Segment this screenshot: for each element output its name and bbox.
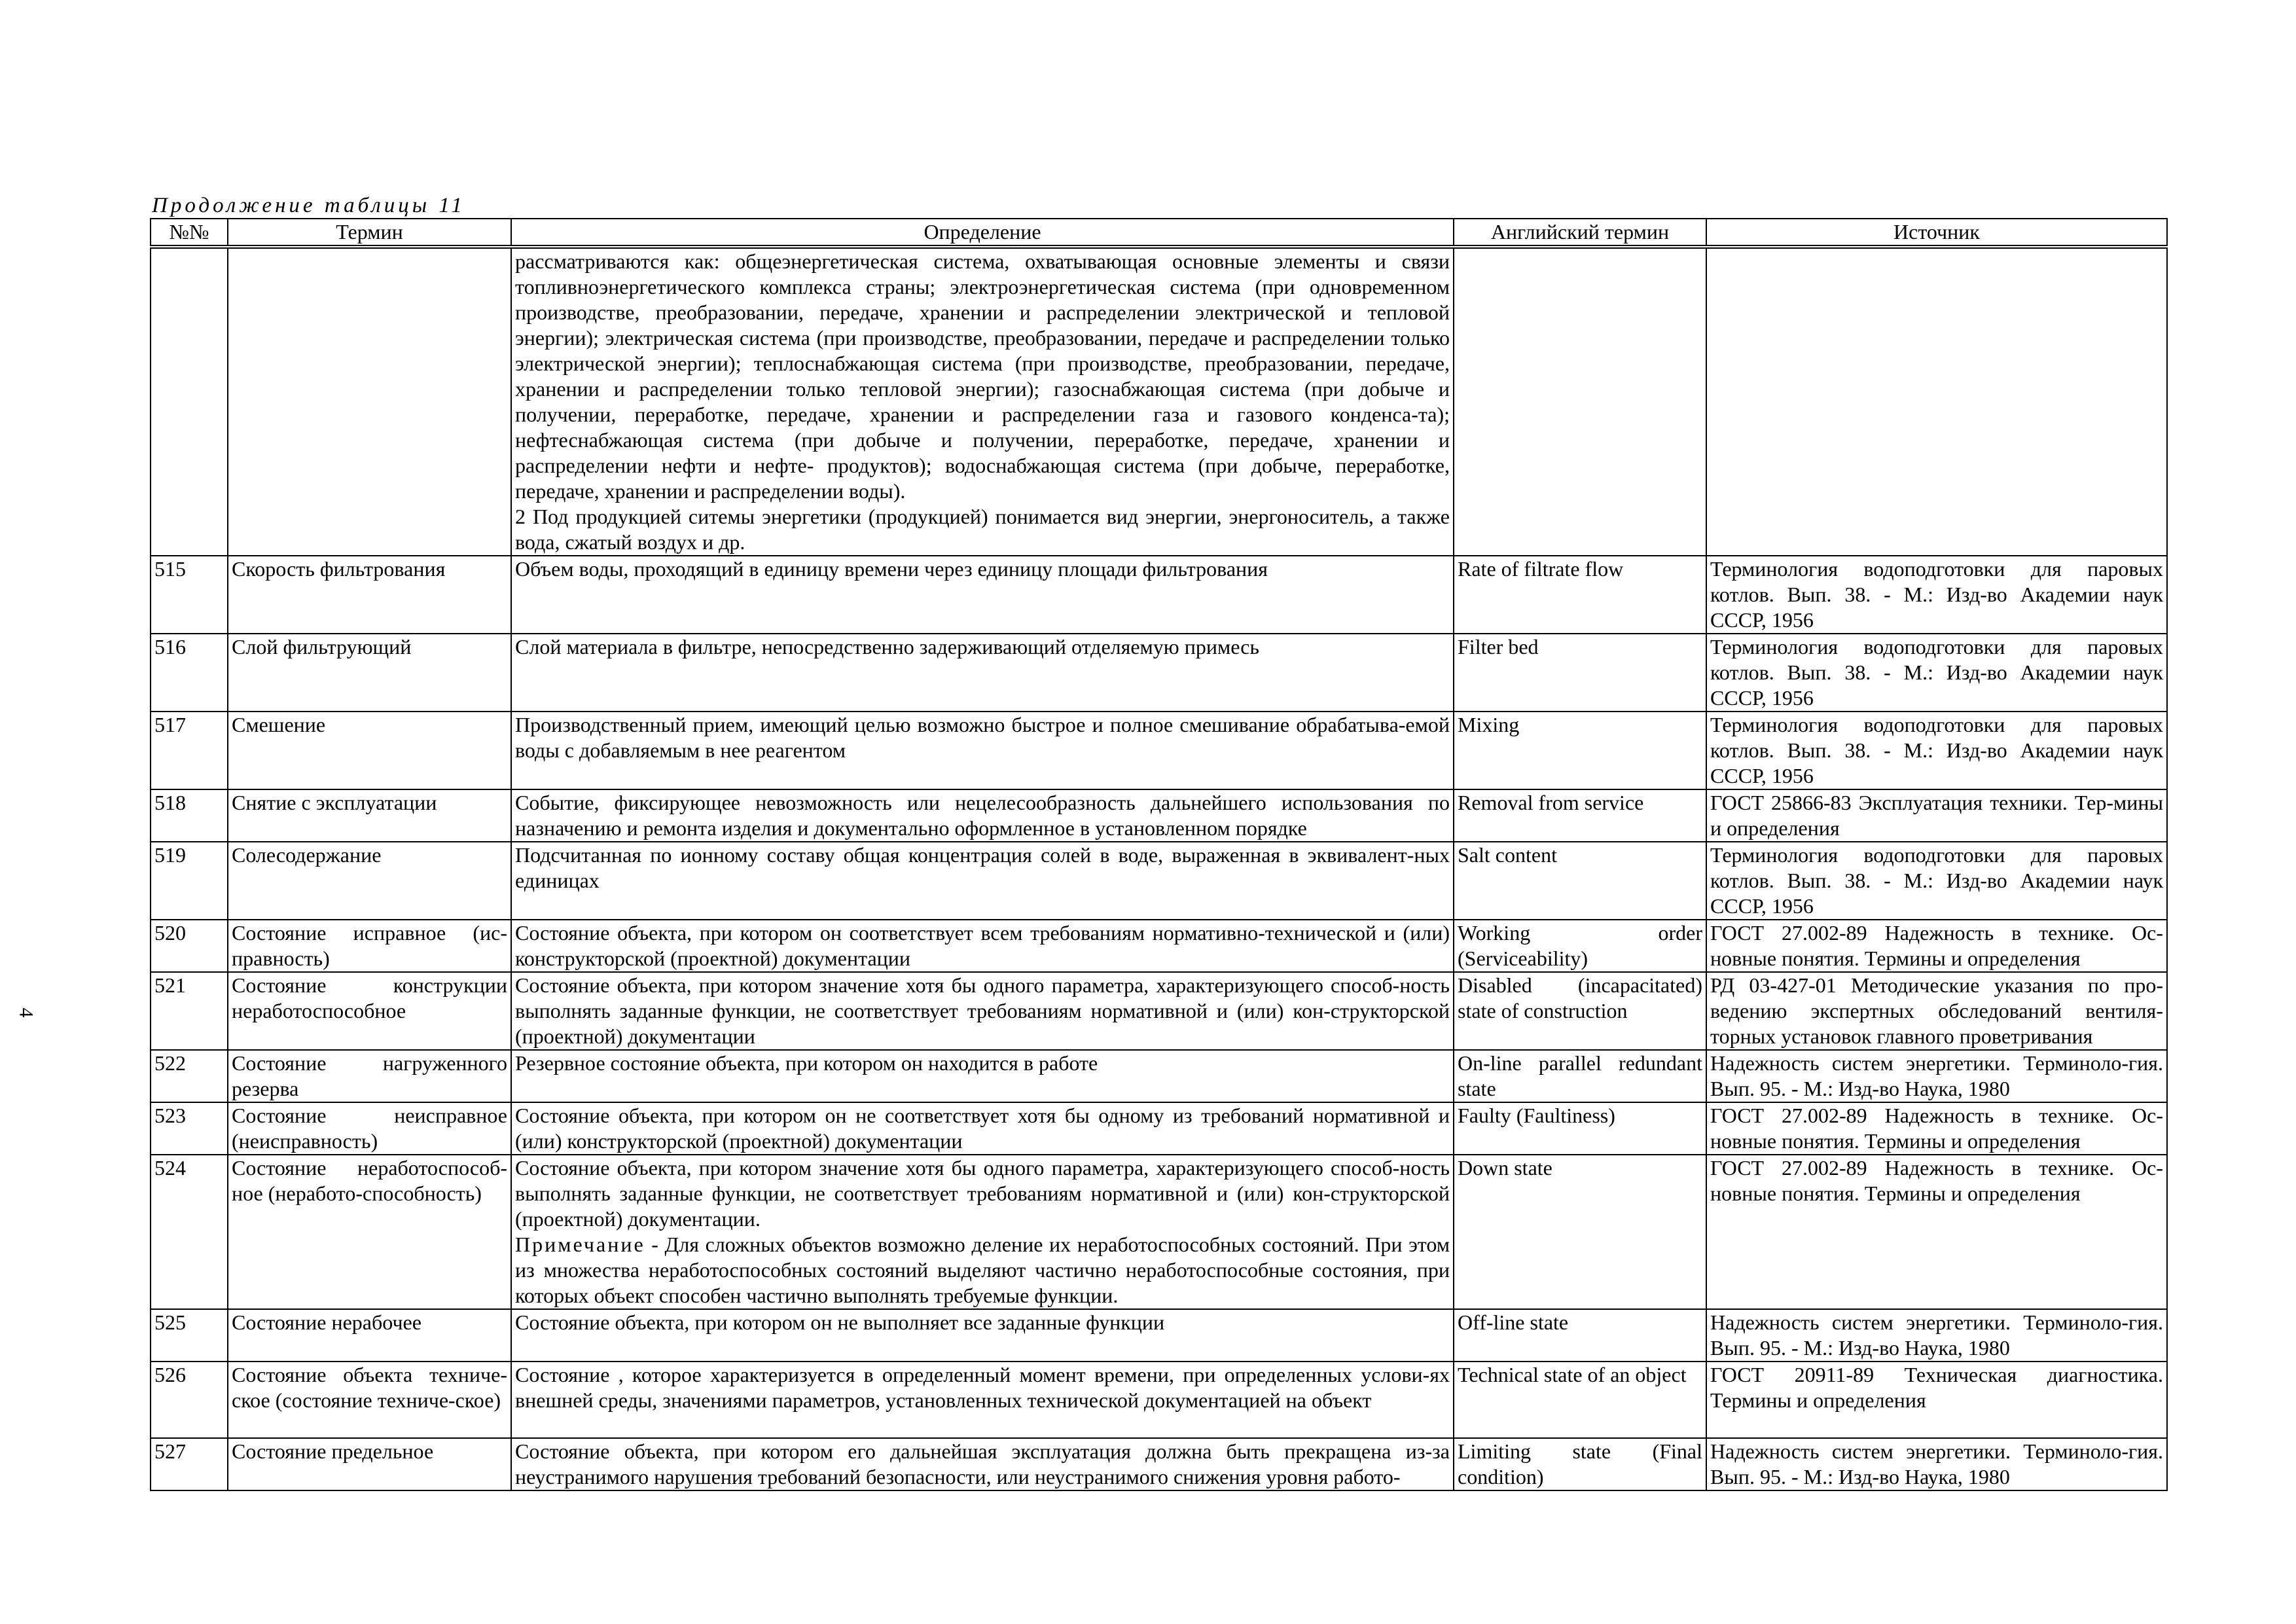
table-caption: Продолжение таблицы 11 <box>152 194 465 217</box>
row-num: 520 <box>151 920 228 972</box>
note-text: - Для сложных объектов возможно деление их неработоспособных состояний. При этом из множества неработоспособных состояний выделяют частично неработоспособные состояния, при которых объект способен частично выполнять требуемые функции. <box>515 1233 1450 1307</box>
row-term: Слой фильтрующий <box>228 634 511 712</box>
table-row <box>151 712 2167 789</box>
row-english: On-line parallel redundant state <box>1454 1050 1706 1102</box>
row-definition: Состояние объекта, при котором он не выполняет все заданные функции <box>511 1309 1454 1362</box>
header-english: Английский термин <box>1454 219 1706 247</box>
row-term: Состояние нерабочее <box>228 1309 511 1362</box>
row-source: ГОСТ 27.002-89 Надежность в технике. Ос-новные понятия. Термины и определения <box>1706 920 2167 972</box>
row-english <box>1454 247 1706 556</box>
row-term: Состояние неработоспособ-ное (неработо-способность) <box>228 1155 511 1309</box>
row-english: Removal from service <box>1454 789 1706 842</box>
row-term: Состояние предельное <box>228 1438 511 1490</box>
row-term: Смешение <box>228 712 511 789</box>
row-source: Терминология водоподготовки для паровых котлов. Вып. 38. - М.: Изд-во Академии наук СССР, 1956 <box>1706 712 2167 789</box>
row-source: РД 03-427-01 Методические указания по про-ведению экспертных обследований вентиля-торных установок главного проветривания <box>1706 972 2167 1050</box>
row-num: 515 <box>151 556 228 634</box>
table-row <box>151 1438 2167 1490</box>
row-term: Состояние неисправное (неисправность) <box>228 1102 511 1155</box>
row-english: Rate of filtrate flow <box>1454 556 1706 634</box>
table-row <box>151 972 2167 1050</box>
row-num: 517 <box>151 712 228 789</box>
row-term: Снятие с эксплуатации <box>228 789 511 842</box>
row-source: Надежность систем энергетики. Терминоло-гия. Вып. 95. - М.: Изд-во Наука, 1980 <box>1706 1309 2167 1362</box>
row-english: Down state <box>1454 1155 1706 1309</box>
row-english: Technical state of an object <box>1454 1362 1706 1438</box>
table-row <box>151 1309 2167 1362</box>
definition-paragraph: Состояние объекта, при котором значение хотя бы одного параметра, характеризующего способ-ность выполнять заданные функции, не соответствует требованиям нормативной и (или) кон-структорской (проектной) документации. <box>515 1156 1450 1231</box>
row-definition: Производственный прием, имеющий целью возможно быстрое и полное смешивание обрабатыва-емой воды с добавляемым в нее реагентом <box>511 712 1454 789</box>
row-definition: Состояние объекта, при котором он соответствует всем требованиям нормативно-технической и (или) конструкторской (проектной) документации <box>511 920 1454 972</box>
header-num: №№ <box>151 219 228 247</box>
table-row <box>151 842 2167 920</box>
row-english: Disabled (incapacitated) state of construction <box>1454 972 1706 1050</box>
row-num: 518 <box>151 789 228 842</box>
row-english: Salt content <box>1454 842 1706 920</box>
row-source: Надежность систем энергетики. Терминоло-гия. Вып. 95. - М.: Изд-во Наука, 1980 <box>1706 1438 2167 1490</box>
row-num: 519 <box>151 842 228 920</box>
table-row <box>151 1050 2167 1102</box>
definition-paragraph: 2 Под продукцией ситемы энергетики (продукцией) понимается вид энергии, энергоноситель, а также вода, сжатый воздух и др. <box>515 505 1450 554</box>
row-english: Working order (Serviceability) <box>1454 920 1706 972</box>
row-source: Терминология водоподготовки для паровых котлов. Вып. 38. - М.: Изд-во Академии наук СССР, 1956 <box>1706 556 2167 634</box>
row-term: Состояние объекта техниче-ское (состояние техниче-ское) <box>228 1362 511 1438</box>
row-num: 525 <box>151 1309 228 1362</box>
row-english: Mixing <box>1454 712 1706 789</box>
row-definition: Резервное состояние объекта, при котором он находится в работе <box>511 1050 1454 1102</box>
row-english: Limiting state (Final condition) <box>1454 1438 1706 1490</box>
row-definition: Подсчитанная по ионному составу общая концентрация солей в воде, выраженная в эквивалент-ных единицах <box>511 842 1454 920</box>
header-definition: Определение <box>511 219 1454 247</box>
row-num: 516 <box>151 634 228 712</box>
row-definition: Слой материала в фильтре, непосредственно задерживающий отделяемую примесь <box>511 634 1454 712</box>
table-row <box>151 634 2167 712</box>
row-term <box>228 247 511 556</box>
row-source: ГОСТ 27.002-89 Надежность в технике. Ос-новные понятия. Термины и определения <box>1706 1155 2167 1309</box>
row-definition <box>511 1155 1454 1309</box>
note-label: Примечание <box>515 1233 645 1256</box>
row-num: 526 <box>151 1362 228 1438</box>
row-source: ГОСТ 27.002-89 Надежность в технике. Ос-новные понятия. Термины и определения <box>1706 1102 2167 1155</box>
row-source: ГОСТ 20911-89 Техническая диагностика. Термины и определения <box>1706 1362 2167 1438</box>
row-source: ГОСТ 25866-83 Эксплуатация техники. Тер-мины и определения <box>1706 789 2167 842</box>
header-source: Источник <box>1706 219 2167 247</box>
row-definition: Состояние объекта, при котором значение хотя бы одного параметра, характеризующего способ-ность выполнять заданные функции, не соответствует требованиям нормативной и (или) кон-структорской (проектной) документации <box>511 972 1454 1050</box>
row-num: 521 <box>151 972 228 1050</box>
row-definition: Состояние , которое характеризуется в определенный момент времени, при определенных услови-ях внешней среды, значениями параметров, установленных технической документацией на объект <box>511 1362 1454 1438</box>
row-term: Состояние нагруженного резерва <box>228 1050 511 1102</box>
row-english: Off-line state <box>1454 1309 1706 1362</box>
definition-paragraph: рассматриваются как: общеэнергетическая система, охватывающая основные элементы и связи топливноэнергетического комплекса страны; электроэнергетическая система (при одновременном производстве, преобразовании, передаче, хранении и распределении электрической и тепловой энергии); электрическая система (при производстве, преобразовании, передаче и распределении только электрической энергии); теплоснабжающая система (при производстве, преобразовании, передаче, хранении и распределении только тепловой энергии); газоснабжающая система (при добыче и получении, переработке, передаче, хранении и распределении газа и газового конденса-та); нефтеснабжающая система (при добыче и получении, переработке, передаче, хранении и распределении нефти и нефте- продуктов); водоснабжающая система (при добыче, переработке, передаче, хранении и распределении воды). <box>515 249 1450 503</box>
row-definition: Состояние объекта, при котором он не соответствует хотя бы одному из требований нормативной и (или) конструкторской (проектной) документации <box>511 1102 1454 1155</box>
row-num: 523 <box>151 1102 228 1155</box>
row-num: 522 <box>151 1050 228 1102</box>
table-row <box>151 247 2167 556</box>
row-term: Состояние исправное (ис-правность) <box>228 920 511 972</box>
row-source <box>1706 247 2167 556</box>
row-num <box>151 247 228 556</box>
row-english: Filter bed <box>1454 634 1706 712</box>
row-source: Надежность систем энергетики. Терминоло-гия. Вып. 95. - М.: Изд-во Наука, 1980 <box>1706 1050 2167 1102</box>
row-english: Faulty (Faultiness) <box>1454 1102 1706 1155</box>
table-row <box>151 789 2167 842</box>
header-term: Термин <box>228 219 511 247</box>
row-num: 524 <box>151 1155 228 1309</box>
table-body <box>151 247 2167 1490</box>
row-source: Терминология водоподготовки для паровых котлов. Вып. 38. - М.: Изд-во Академии наук СССР, 1956 <box>1706 634 2167 712</box>
row-definition: Объем воды, проходящий в единицу времени через единицу площади фильтрования <box>511 556 1454 634</box>
row-term: Состояние конструкции неработоспособное <box>228 972 511 1050</box>
page-number: 4 <box>15 1007 37 1018</box>
table-row <box>151 1362 2167 1438</box>
table-header <box>151 219 2167 247</box>
table-row <box>151 920 2167 972</box>
row-source: Терминология водоподготовки для паровых котлов. Вып. 38. - М.: Изд-во Академии наук СССР, 1956 <box>1706 842 2167 920</box>
definition-note <box>515 1232 1450 1308</box>
table-row <box>151 1102 2167 1155</box>
row-definition: Состояние объекта, при котором его дальнейшая эксплуатация должна быть прекращена из-за неустранимого нарушения требований безопасности, или неустранимого снижения уровня работо- <box>511 1438 1454 1490</box>
table-row <box>151 556 2167 634</box>
row-term: Скорость фильтрования <box>228 556 511 634</box>
terms-table <box>150 218 2168 1491</box>
row-term: Солесодержание <box>228 842 511 920</box>
row-definition <box>511 247 1454 556</box>
row-num: 527 <box>151 1438 228 1490</box>
table-row <box>151 1155 2167 1309</box>
row-definition: Событие, фиксирующее невозможность или нецелесообразность дальнейшего использования по назначению и ремонта изделия и документально оформленное в установленном порядке <box>511 789 1454 842</box>
